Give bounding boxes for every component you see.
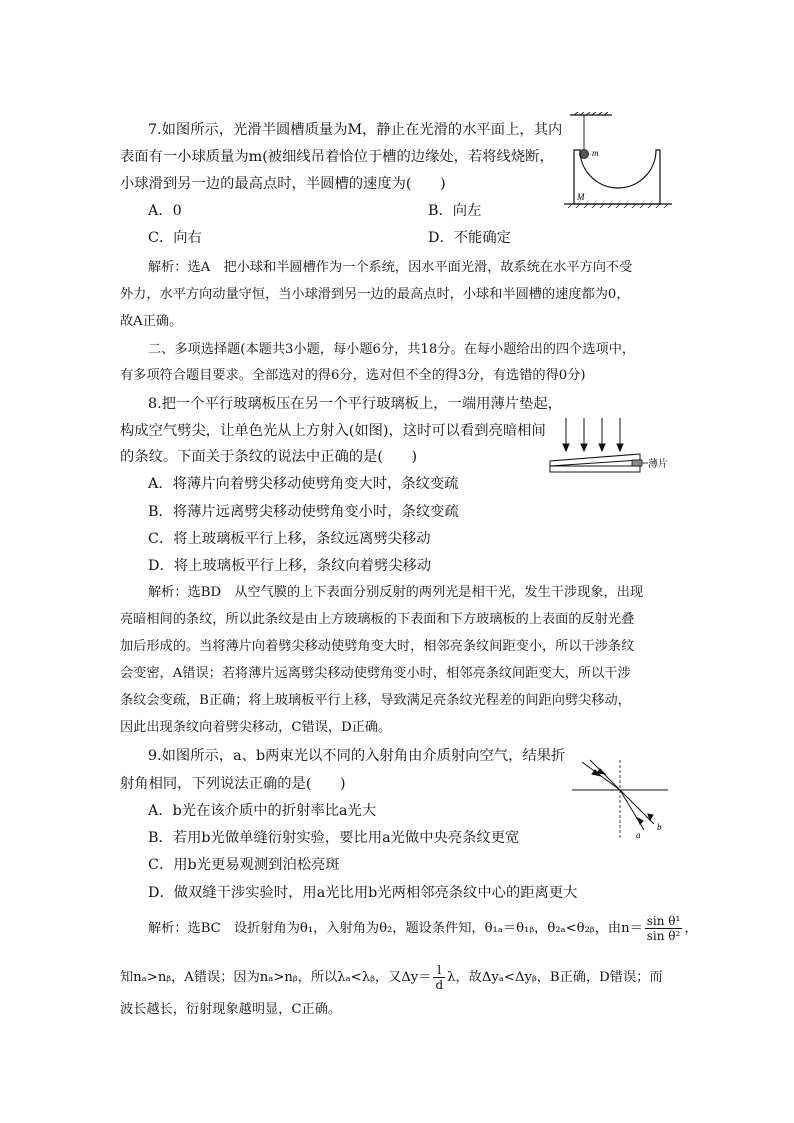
q9-analysis-1-end: ， xyxy=(684,921,698,936)
q8-analysis-3: 加后形成的。当将薄片向着劈尖移动使劈角变大时，相邻亮条纹间距变小，所以干涉条纹 xyxy=(120,639,635,654)
q7-analysis-2: 外力，水平方向动量守恒，当小球滑到另一边的最高点时，小球和半圆槽的速度都为0， xyxy=(120,287,630,302)
q8-option-d: D．将上玻璃板平行上移，条纹向着劈尖移动 xyxy=(148,558,432,574)
q9-snell-fraction xyxy=(645,914,683,943)
q8-option-a: A．将薄片向着劈尖移动使劈角变大时，条纹变疏 xyxy=(148,476,459,492)
q9-analysis-2-text-a: 知nₐ>nᵦ，A错误；因为nₐ>nᵦ，所以λₐ<λᵦ，又Δy＝ xyxy=(120,970,432,985)
q9-analysis-3: 波长越长，衍射现象越明显，C正确。 xyxy=(120,1002,342,1017)
q9-option-d: D．做双缝干涉实验时，用a光比用b光两相邻亮条纹中心的距离更大 xyxy=(148,885,578,901)
q8-line-3: 的条纹。下面关于条纹的说法中正确的是( ) xyxy=(120,449,418,465)
q8-analysis-2: 亮暗相间的条纹，所以此条纹是由上方玻璃板的下表面和下方玻璃板的上表面的反射光叠 xyxy=(120,612,635,627)
q9-option-c: C．用b光更易观测到泊松亮斑 xyxy=(148,857,340,873)
q9-option-a: A．b光在该介质中的折射率比a光大 xyxy=(148,803,377,819)
q8-line-1: 8.把一个平行玻璃板压在另一个平行玻璃板上，一端用薄片垫起， xyxy=(148,396,562,412)
q7-option-c: C．向右 xyxy=(148,230,202,246)
q9-fringe-fraction xyxy=(433,963,445,992)
q9-line-2: 射角相同，下列说法正确的是( ) xyxy=(120,776,346,792)
q7-option-b: B．向左 xyxy=(428,203,482,219)
q8-option-c: C．将上玻璃板平行上移，条纹远离劈尖移动 xyxy=(148,531,431,547)
section-2-heading-2: 有多项符合题目要求。全部选对的得6分，选对但不全的得3分，有选错的得0分) xyxy=(120,368,586,383)
q7-figure-semicircle-groove xyxy=(560,112,680,217)
q9-fringe-numerator: l xyxy=(433,963,445,978)
q9-snell-denominator: sin θ² xyxy=(646,929,681,943)
q8-analysis-5: 条纹会变疏，B正确；将上玻璃板平行上移，导致满足亮条纹光程差的间距向劈尖移动， xyxy=(120,693,631,708)
q7-analysis-1: 解析：选A 把小球和半圆槽作为一个系统，因水平面光滑，故系统在水平方向不受 xyxy=(148,260,633,275)
q9-option-b: B．若用b光做单缝衍射实验，要比用a光做中央亮条纹更宽 xyxy=(148,830,520,846)
q8-figure-label-thin-sheet: 薄片 xyxy=(648,459,668,470)
q9-line-1: 9.如图所示，a、b两束光以不同的入射角由介质射向空气，结果折 xyxy=(148,748,566,764)
q9-snell-numerator: sin θ¹ xyxy=(646,914,681,928)
q8-line-2: 构成空气劈尖，让单色光从上方射入(如图)，这时可以看到亮暗相间 xyxy=(120,423,546,439)
q8-analysis-4: 会变密，A错误；若将薄片远离劈尖移动使劈角变小时，相邻亮条纹间距变大，所以干涉 xyxy=(120,666,631,681)
q9-analysis-1 xyxy=(148,914,698,943)
q8-analysis-1: 解析：选BD 从空气膜的上下表面分别反射的两列光是相干光，发生干涉现象，出现 xyxy=(148,585,644,600)
q7-figure-label-m: m xyxy=(592,148,599,158)
q9-figure-refraction xyxy=(568,758,676,840)
q7-line-3: 小球滑到另一边的最高点时，半圆槽的速度为( ) xyxy=(120,176,446,192)
q9-analysis-2-text-b: λ，故Δyₐ<Δyᵦ，B正确，D错误；而 xyxy=(447,970,663,985)
q7-option-d: D．不能确定 xyxy=(428,230,511,246)
q9-figure-label-b: b xyxy=(657,822,662,832)
q7-line-2: 表面有一小球质量为m(被细线吊着恰位于槽的边缘处，若将线烧断， xyxy=(120,149,554,165)
q9-figure-label-a: a xyxy=(636,830,641,840)
q9-fringe-denominator: d xyxy=(435,978,444,992)
q7-analysis-3: 故A正确。 xyxy=(120,314,183,329)
q9-analysis-1-text: 解析：选BC 设折射角为θ₁，入射角为θ₂，题设条件知，θ₁ₐ＝θ₁ᵦ，θ₂ₐ<θ₂ᵦ，由n＝ xyxy=(148,921,643,936)
q9-analysis-2 xyxy=(120,963,663,992)
q7-option-a: A．0 xyxy=(148,203,182,219)
q8-option-b: B．将薄片远离劈尖移动使劈角变小时，条纹变疏 xyxy=(148,504,459,520)
q7-figure-label-M: M xyxy=(577,192,585,202)
q8-analysis-6: 因此出现条纹向着劈尖移动，C错误，D正确。 xyxy=(120,720,392,735)
q8-figure-air-wedge xyxy=(544,416,684,480)
q7-line-1: 7.如图所示，光滑半圆槽质量为M，静止在光滑的水平面上，其内 xyxy=(148,122,563,138)
section-2-heading-1: 二、多项选择题(本题共3小题，每小题6分，共18分。在每小题给出的四个选项中， xyxy=(148,342,636,357)
